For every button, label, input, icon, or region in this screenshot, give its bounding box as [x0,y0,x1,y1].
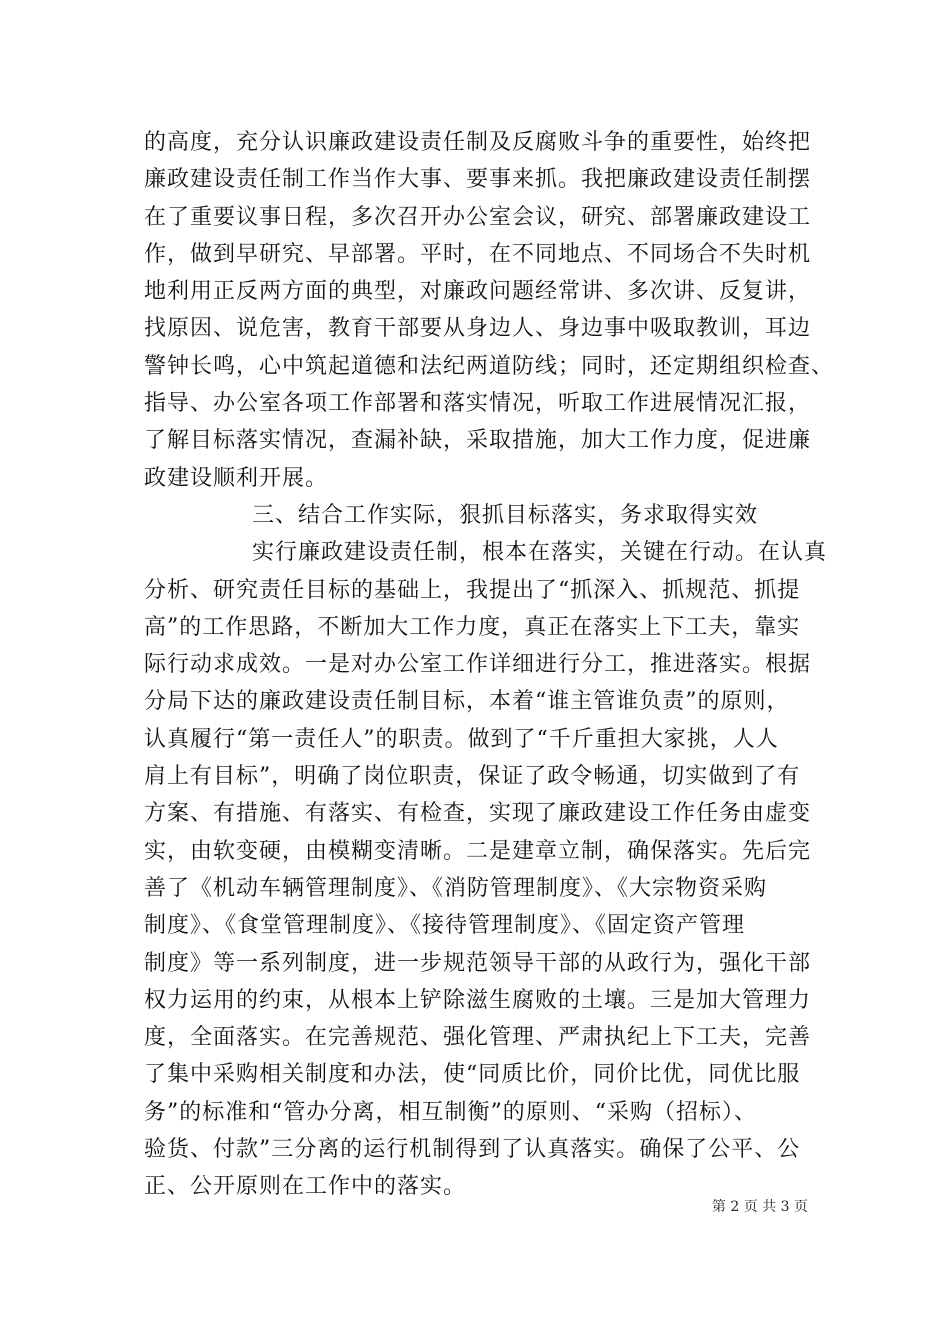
text-line: 在了重要议事日程，多次召开办公室会议，研究、部署廉政建设工 [144,204,812,230]
text-line: 作，做到早研究、早部署。平时，在不同地点、不同场合不失时机 [144,241,812,267]
text-line: 方案、有措施、有落实、有检查，实现了廉政建设工作任务由虚变 [144,801,812,827]
text-line: 警钟长鸣，心中筑起道德和法纪两道防线；同时，还定期组织检查、 [144,353,835,379]
text-line: 指导、办公室各项工作部署和落实情况，听取工作进展情况汇报， [144,391,812,417]
text-line: 权力运用的约束，从根本上铲除滋生腐败的土壤。三是加大管理力 [144,987,812,1013]
text-line: 的高度，充分认识廉政建设责任制及反腐败斗争的重要性，始终把 [144,130,812,155]
text-line: 制度》、《食堂管理制度》、《接待管理制度》、《固定资产管理 [144,913,746,939]
text-line: 务”的标准和“管办分离，相互制衡”的原则、“采购（招标）、 [144,1099,757,1125]
text-line: 际行动求成效。一是对办公室工作详细进行分工，推进落实。根据 [144,652,812,678]
text-line: 找原因、说危害，教育干部要从身边人、身边事中吸取教训，耳边 [144,316,812,342]
text-line: 政建设顺利开展。 [144,465,329,491]
page-number: 第 2 页 共 3 页 [711,1199,808,1215]
text-line: 肩上有目标”，明确了岗位职责，保证了政令畅通，切实做到了有 [144,764,801,790]
text-line: 了集中采购相关制度和办法，使“同质比价，同价比优，同优比服 [144,1062,801,1088]
text-line: 验货、付款”三分离的运行机制得到了认真落实。确保了公平、公 [144,1137,801,1163]
text-line: 认真履行“第一责任人”的职责。做到了“千斤重担大家挑，人人 [144,726,779,752]
paragraph-first-line: 实行廉政建设责任制，根本在落实，关键在行动。在认真 [252,540,828,566]
document-body [144,124,835,1206]
text-line: 度，全面落实。在完善规范、强化管理、严肃执纪上下工夫，完善 [144,1025,812,1051]
text-line: 地利用正反两方面的典型，对廉政问题经常讲、多次讲、反复讲， [144,279,812,305]
text-line: 了解目标落实情况，查漏补缺，采取措施，加大工作力度，促进廉 [144,428,812,454]
text-line: 制度》等一系列制度，进一步规范领导干部的从政行为，强化干部 [144,950,812,976]
text-line: 分析、研究责任目标的基础上，我提出了“抓深入、抓规范、抓提 [144,577,801,603]
text-line: 分局下达的廉政建设责任制目标，本着“谁主管谁负责”的原则， [144,689,790,715]
text-line: 正、公开原则在工作中的落实。 [144,1174,467,1200]
text-line: 善了《机动车辆管理制度》、《消防管理制度》、《大宗物资采购 [144,875,768,901]
section-heading: 三、结合工作实际，狠抓目标落实，务求取得实效 [252,502,759,528]
text-line: 实，由软变硬，由模糊变清晰。二是建章立制，确保落实。先后完 [144,838,812,864]
text-line: 高”的工作思路，不断加大工作力度，真正在落实上下工夫，靠实 [144,614,801,640]
text-line: 廉政建设责任制工作当作大事、要事来抓。我把廉政建设责任制摆 [144,167,812,193]
